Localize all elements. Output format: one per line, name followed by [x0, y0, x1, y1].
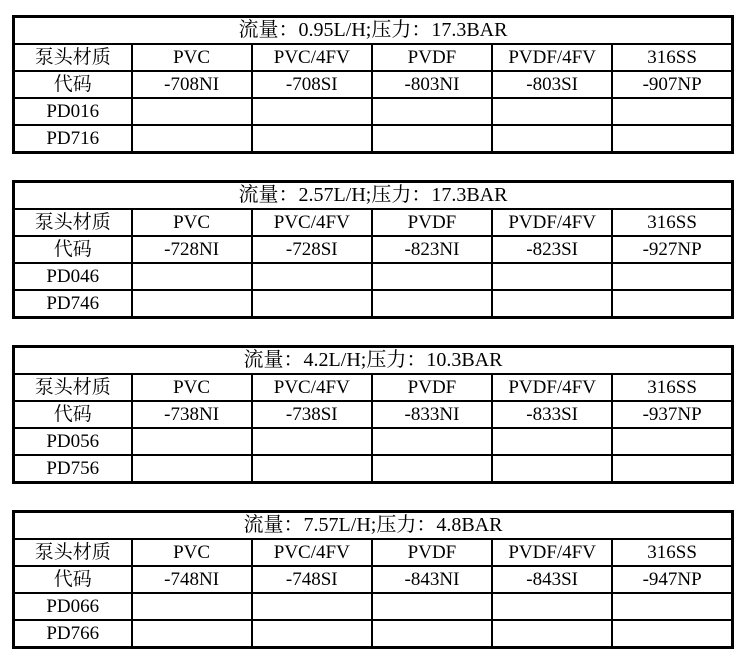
empty-cell — [492, 455, 612, 483]
empty-cell — [492, 593, 612, 620]
empty-cell — [252, 455, 372, 483]
title-row — [14, 347, 733, 375]
model-row — [14, 98, 733, 125]
empty-cell — [612, 620, 732, 648]
table-title: 流量：7.57L/H;压力：4.8BAR — [14, 512, 733, 540]
empty-cell — [132, 263, 252, 290]
empty-cell — [612, 290, 732, 318]
empty-cell — [252, 428, 372, 455]
code-cell: -927NP — [612, 236, 732, 263]
header-pvdf-4fv: PVDF/4FV — [492, 44, 612, 71]
code-cell: -748SI — [252, 566, 372, 593]
header-pvc: PVC — [132, 374, 252, 401]
empty-cell — [492, 428, 612, 455]
empty-cell — [492, 263, 612, 290]
header-pvc-4fv: PVC/4FV — [252, 374, 372, 401]
empty-cell — [612, 428, 732, 455]
table-title: 流量：0.95L/H;压力：17.3BAR — [14, 17, 733, 45]
empty-cell — [612, 593, 732, 620]
model-label: PD746 — [14, 290, 132, 318]
empty-cell — [492, 98, 612, 125]
header-row — [14, 44, 733, 71]
model-row — [14, 125, 733, 153]
spec-table-4 — [12, 510, 734, 649]
empty-cell — [372, 290, 492, 318]
empty-cell — [612, 263, 732, 290]
empty-cell — [132, 428, 252, 455]
header-pvc: PVC — [132, 44, 252, 71]
empty-cell — [492, 620, 612, 648]
model-label: PD046 — [14, 263, 132, 290]
code-cell: -748NI — [132, 566, 252, 593]
empty-cell — [372, 428, 492, 455]
code-row — [14, 401, 733, 428]
header-pvdf-4fv: PVDF/4FV — [492, 374, 612, 401]
spec-table-2 — [12, 180, 734, 319]
header-row — [14, 374, 733, 401]
title-row — [14, 512, 733, 540]
title-row — [14, 182, 733, 210]
empty-cell — [132, 455, 252, 483]
model-label: PD766 — [14, 620, 132, 648]
empty-cell — [132, 98, 252, 125]
header-pvdf-4fv: PVDF/4FV — [492, 209, 612, 236]
code-row — [14, 236, 733, 263]
header-pvdf: PVDF — [372, 539, 492, 566]
empty-cell — [492, 290, 612, 318]
code-cell: -803SI — [492, 71, 612, 98]
empty-cell — [492, 125, 612, 153]
code-row — [14, 566, 733, 593]
code-cell: -708NI — [132, 71, 252, 98]
code-cell: -947NP — [612, 566, 732, 593]
empty-cell — [372, 620, 492, 648]
empty-cell — [132, 620, 252, 648]
header-pvc-4fv: PVC/4FV — [252, 539, 372, 566]
empty-cell — [252, 290, 372, 318]
table-title: 流量：4.2L/H;压力：10.3BAR — [14, 347, 733, 375]
empty-cell — [252, 593, 372, 620]
code-cell: -823NI — [372, 236, 492, 263]
spec-table-1 — [12, 15, 734, 154]
code-cell: -907NP — [612, 71, 732, 98]
empty-cell — [132, 593, 252, 620]
header-row — [14, 539, 733, 566]
model-row — [14, 290, 733, 318]
code-row-label: 代码 — [14, 236, 132, 263]
model-row — [14, 620, 733, 648]
empty-cell — [372, 593, 492, 620]
spec-table-3 — [12, 345, 734, 484]
empty-cell — [372, 125, 492, 153]
header-pvc-4fv: PVC/4FV — [252, 209, 372, 236]
code-cell: -728NI — [132, 236, 252, 263]
code-cell: -728SI — [252, 236, 372, 263]
empty-cell — [372, 455, 492, 483]
header-pvdf: PVDF — [372, 44, 492, 71]
header-material: 泵头材质 — [14, 374, 132, 401]
model-label: PD066 — [14, 593, 132, 620]
header-material: 泵头材质 — [14, 539, 132, 566]
code-cell: -937NP — [612, 401, 732, 428]
model-row — [14, 428, 733, 455]
code-cell: -843SI — [492, 566, 612, 593]
empty-cell — [612, 98, 732, 125]
empty-cell — [612, 125, 732, 153]
empty-cell — [252, 125, 372, 153]
model-label: PD756 — [14, 455, 132, 483]
model-row — [14, 263, 733, 290]
header-row — [14, 209, 733, 236]
model-label: PD016 — [14, 98, 132, 125]
code-row — [14, 71, 733, 98]
code-cell: -833NI — [372, 401, 492, 428]
empty-cell — [252, 263, 372, 290]
header-316ss: 316SS — [612, 539, 732, 566]
header-pvc-4fv: PVC/4FV — [252, 44, 372, 71]
code-cell: -823SI — [492, 236, 612, 263]
header-316ss: 316SS — [612, 44, 732, 71]
header-pvc: PVC — [132, 209, 252, 236]
empty-cell — [612, 455, 732, 483]
model-row — [14, 455, 733, 483]
empty-cell — [372, 263, 492, 290]
header-pvdf: PVDF — [372, 209, 492, 236]
code-cell: -738SI — [252, 401, 372, 428]
header-pvc: PVC — [132, 539, 252, 566]
code-cell: -738NI — [132, 401, 252, 428]
code-row-label: 代码 — [14, 71, 132, 98]
code-cell: -708SI — [252, 71, 372, 98]
code-row-label: 代码 — [14, 566, 132, 593]
header-pvdf: PVDF — [372, 374, 492, 401]
empty-cell — [252, 98, 372, 125]
header-material: 泵头材质 — [14, 44, 132, 71]
model-label: PD056 — [14, 428, 132, 455]
empty-cell — [252, 620, 372, 648]
table-title: 流量：2.57L/H;压力：17.3BAR — [14, 182, 733, 210]
header-pvdf-4fv: PVDF/4FV — [492, 539, 612, 566]
code-cell: -803NI — [372, 71, 492, 98]
empty-cell — [132, 290, 252, 318]
empty-cell — [132, 125, 252, 153]
header-316ss: 316SS — [612, 374, 732, 401]
model-row — [14, 593, 733, 620]
title-row — [14, 17, 733, 45]
model-label: PD716 — [14, 125, 132, 153]
header-316ss: 316SS — [612, 209, 732, 236]
code-cell: -833SI — [492, 401, 612, 428]
code-row-label: 代码 — [14, 401, 132, 428]
code-cell: -843NI — [372, 566, 492, 593]
empty-cell — [372, 98, 492, 125]
header-material: 泵头材质 — [14, 209, 132, 236]
